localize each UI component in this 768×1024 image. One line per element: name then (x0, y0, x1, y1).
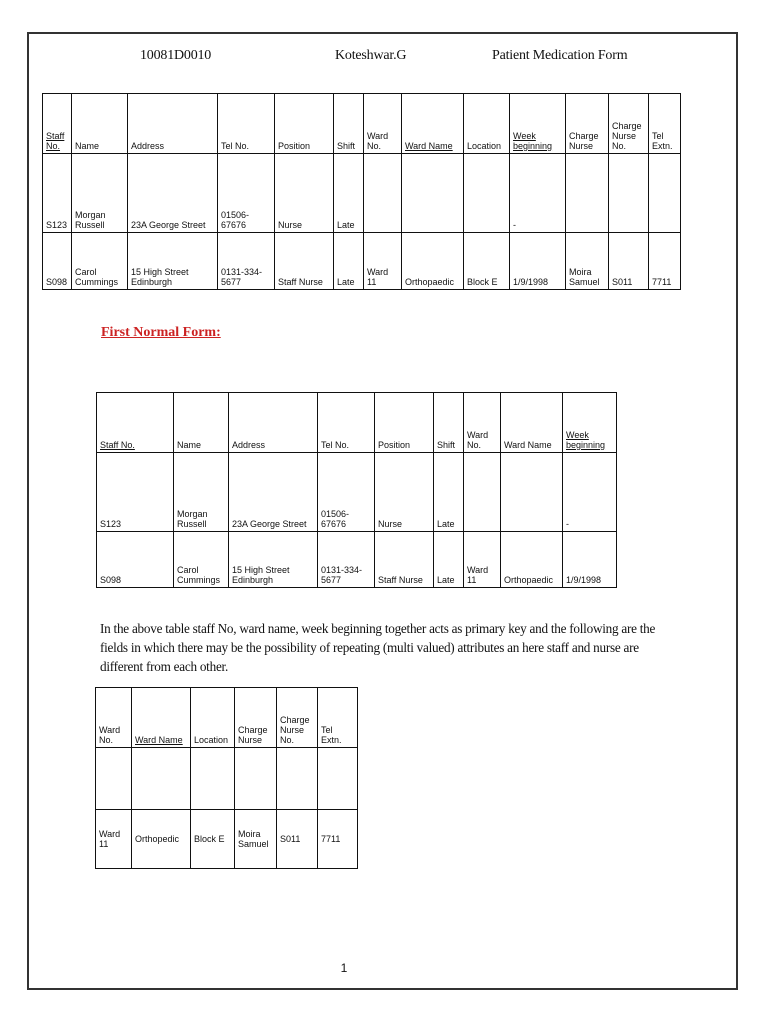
header-week-beginning: Week beginning (563, 393, 617, 453)
table-cell: S011 (277, 810, 318, 869)
table-cell: Nurse (375, 453, 434, 532)
header-address: Address (128, 94, 218, 154)
table-cell: Morgan Russell (174, 453, 229, 532)
header-shift: Shift (334, 94, 364, 154)
explanation-paragraph: In the above table staff No, ward name, week beginning together acts as primary key and the following are the fields in which there may be the possibility of repeating (multi valued) attributes an here staff and nurse are different from each other. (100, 621, 656, 674)
table-row (43, 233, 681, 290)
table-cell: S011 (609, 233, 649, 290)
first-normal-form-heading: First Normal Form: (101, 325, 221, 340)
table-cell: S098 (43, 233, 72, 290)
table-cell: 01506-67676 (218, 154, 275, 233)
table-cell (132, 748, 191, 810)
table-cell: S123 (43, 154, 72, 233)
header-name: Name (174, 393, 229, 453)
table-cell: 15 High Street Edinburgh (229, 532, 318, 588)
document-title: Patient Medication Form (492, 48, 628, 63)
table-cell: Orthopedic (132, 810, 191, 869)
table-cell: Block E (191, 810, 235, 869)
header-location: Location (464, 94, 510, 154)
author-name: Koteshwar.G (335, 48, 407, 63)
table-cell: S098 (97, 532, 174, 588)
table-cell: Staff Nurse (275, 233, 334, 290)
header-position: Position (375, 393, 434, 453)
table-row (96, 748, 358, 810)
table-cell (402, 154, 464, 233)
table-cell: Nurse (275, 154, 334, 233)
header-ward-name: Ward Name (402, 94, 464, 154)
table-cell: Ward 11 (364, 233, 402, 290)
header-staff-no: Staff No. (43, 94, 72, 154)
table-cell (191, 748, 235, 810)
table-cell: Late (334, 154, 364, 233)
header-position: Position (275, 94, 334, 154)
page-number: 1 (340, 961, 348, 975)
header-charge-nurse-no: Charge Nurse No. (609, 94, 649, 154)
table-row (96, 810, 358, 869)
table-cell: 1/9/1998 (510, 233, 566, 290)
header-ward-name: Ward Name (501, 393, 563, 453)
table-cell: Orthopaedic (402, 233, 464, 290)
table-cell: 7711 (318, 810, 358, 869)
table-cell: 7711 (649, 233, 681, 290)
table-cell: 0131-334-5677 (218, 233, 275, 290)
header-tel-no: Tel No. (218, 94, 275, 154)
table-cell: 01506-67676 (318, 453, 375, 532)
header-charge-nurse: Charge Nurse (235, 688, 277, 748)
table-cell: S123 (97, 453, 174, 532)
table-cell: Late (434, 453, 464, 532)
table-cell (649, 154, 681, 233)
table-cell: 0131-334-5677 (318, 532, 375, 588)
document-id: 10081D0010 (140, 48, 212, 63)
table-cell: Late (434, 532, 464, 588)
header-location: Location (191, 688, 235, 748)
header-charge-nurse: Charge Nurse (566, 94, 609, 154)
table-row (43, 154, 681, 233)
table-header-row (96, 688, 358, 748)
header-name: Name (72, 94, 128, 154)
table-cell: Block E (464, 233, 510, 290)
ward-details-table (95, 687, 358, 869)
unnormalized-table (42, 93, 681, 290)
header-shift: Shift (434, 393, 464, 453)
table-cell (364, 154, 402, 233)
table-row (97, 532, 617, 588)
table-cell (235, 748, 277, 810)
table-cell: 15 High Street Edinburgh (128, 233, 218, 290)
table-cell: Late (334, 233, 364, 290)
table-cell: Morgan Russell (72, 154, 128, 233)
header-charge-nurse-no: Charge Nurse No. (277, 688, 318, 748)
header-ward-name: Ward Name (132, 688, 191, 748)
table-header-row (97, 393, 617, 453)
table-cell: Ward 11 (96, 810, 132, 869)
table-cell (609, 154, 649, 233)
header-staff-no: Staff No. (97, 393, 174, 453)
header-ward-no: Ward No. (96, 688, 132, 748)
header-tel-no: Tel No. (318, 393, 375, 453)
table-cell (96, 748, 132, 810)
first-normal-form-table (96, 392, 617, 588)
table-cell: 23A George Street (229, 453, 318, 532)
table-cell: - (510, 154, 566, 233)
table-cell: Moira Samuel (566, 233, 609, 290)
header-address: Address (229, 393, 318, 453)
table-cell: Ward 11 (464, 532, 501, 588)
table-header-row (43, 94, 681, 154)
table-row (97, 453, 617, 532)
table-cell: Carol Cummings (174, 532, 229, 588)
header-ward-no: Ward No. (464, 393, 501, 453)
table-cell: Staff Nurse (375, 532, 434, 588)
table-cell: 23A George Street (128, 154, 218, 233)
table-cell: Moira Samuel (235, 810, 277, 869)
header-ward-no: Ward No. (364, 94, 402, 154)
table-cell (318, 748, 358, 810)
table-cell: 1/9/1998 (563, 532, 617, 588)
table-cell: Orthopaedic (501, 532, 563, 588)
header-week-beginning: Week beginning (510, 94, 566, 154)
table-cell (501, 453, 563, 532)
table-cell: Carol Cummings (72, 233, 128, 290)
header-tel-extn: Tel Extn. (649, 94, 681, 154)
table-cell (566, 154, 609, 233)
table-cell (464, 154, 510, 233)
table-cell (277, 748, 318, 810)
header-tel-extn: Tel Extn. (318, 688, 358, 748)
table-cell (464, 453, 501, 532)
table-cell: - (563, 453, 617, 532)
